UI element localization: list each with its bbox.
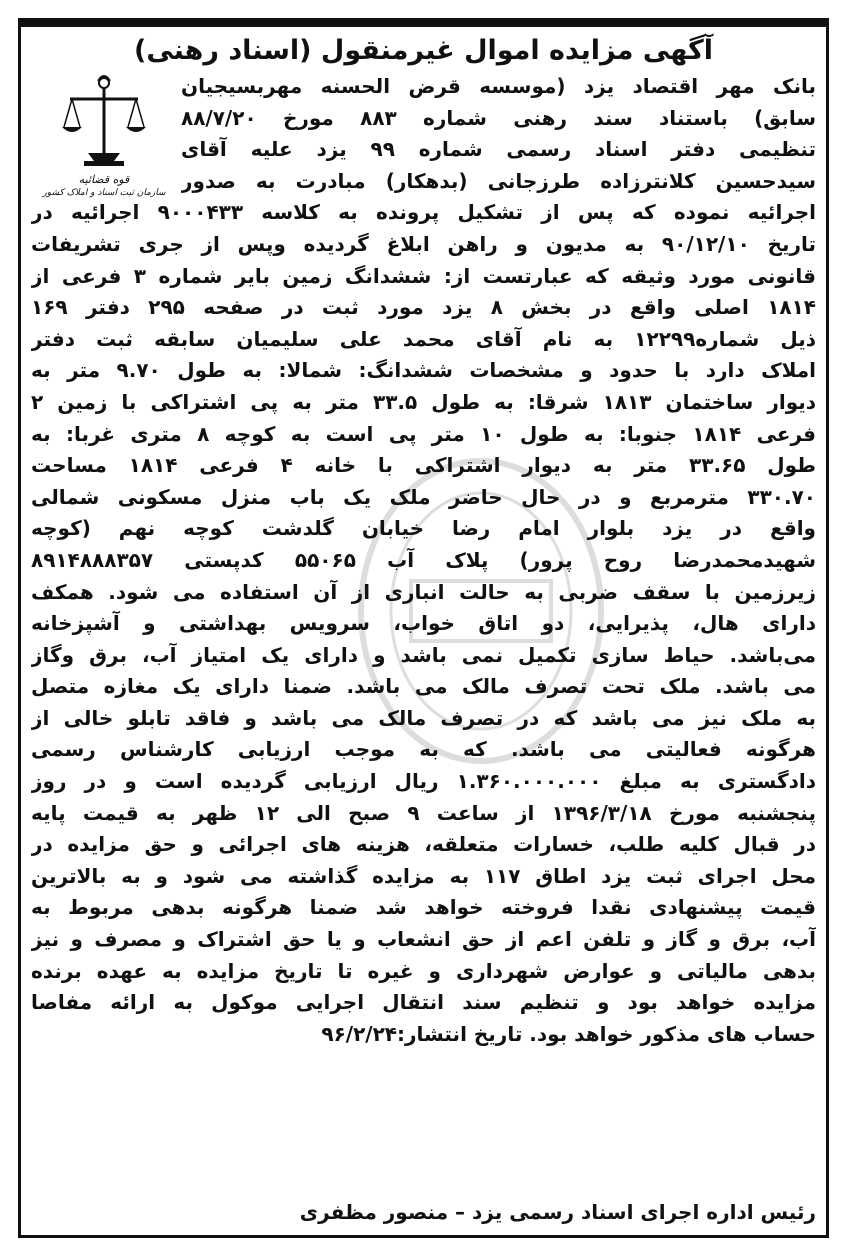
body-line: تنظیمی دفتر اسناد رسمی شماره ۹۹ یزد علیه آقای bbox=[181, 137, 816, 162]
signature-line: رئیس اداره اجرای اسناد رسمی یزد – منصور مظفری bbox=[299, 1200, 816, 1224]
notice-frame bbox=[18, 18, 829, 1238]
body-line: قیمت پیشنهادی نقدا فروخته خواهد شد ضمنا هرگونه بدهی مربوط به bbox=[31, 895, 816, 920]
body-line: به ملک نیز می باشد که در تصرف مالک می باشد و فاقد تابلو خالی از bbox=[31, 705, 816, 730]
body-line: محل اجرای ثبت یزد اطاق ۱۱۷ به مزایده گذاشته می شود و به بالاترین bbox=[31, 863, 816, 888]
body-line: بانک مهر اقتصاد یزد (موسسه قرض الحسنه مهربسیجیان bbox=[181, 74, 816, 98]
body-line: واقع در یزد بلوار امام رضا خیابان گلدشت کوچه نهم (کوچه bbox=[31, 516, 816, 541]
body-line: آب، برق و گاز و تلفن اعم از حق انشعاب و یا حق اشتراک و مصرف و نیز bbox=[31, 927, 816, 952]
body-line: مزایده خواهد بود و تنظیم سند انتقال اجرایی موکول به ارائه مفاصا bbox=[31, 990, 816, 1015]
notice-title: آگهی مزایده اموال غیرمنقول (اسناد رهنی) bbox=[133, 35, 713, 66]
body-line: در قبال کلیه طلب، خسارات متعلقه، هزینه های اجرائی و حق مزایده در bbox=[31, 832, 816, 857]
body-line: قانونی مورد وثیقه که عبارتست از: ششدانگ زمین بایر شماره ۳ فرعی از bbox=[31, 263, 816, 288]
body-line: سابق) باستناد سند رهنی شماره ۸۸۳ مورخ ۸۸/۷/۲۰ bbox=[181, 105, 816, 130]
body-line-publish-date: حساب های مذکور خواهد بود. تاریخ انتشار:۹۶/۲/۲۴ bbox=[321, 1021, 816, 1046]
body-line: ۱۸۱۴ اصلی واقع در بخش ۸ یزد مورد ثبت در صفحه ۲۹۵ دفتر ۱۶۹ bbox=[31, 295, 816, 320]
body-line: دیوار ساختمان ۱۸۱۳ شرقا: به طول ۳۳.۵ متر به پی اشتراکی با زمین ۲ bbox=[31, 389, 816, 414]
body-line: شهیدمحمدرضا روح پرور) پلاک آب ۵۵۰۶۵ کدپستی ۸۹۱۴۸۸۸۳۵۷ bbox=[31, 547, 816, 572]
emblem-org-subtitle: سازمان ثبت اسناد و املاک کشور bbox=[42, 188, 166, 198]
body-line: تاریخ ۹۰/۱۲/۱۰ به مدیون و راهن ابلاغ گردیده وپس از جری تشریفات bbox=[31, 231, 816, 256]
body-line: پنجشنبه مورخ ۱۳۹۶/۳/۱۸ از ساعت ۹ صبح الی ۱۲ ظهر به قیمت پایه bbox=[31, 800, 816, 825]
body-line: دارای هال، پذیرایی، دو اتاق خواب، سرویس بهداشتی و آشپزخانه bbox=[31, 611, 816, 636]
body-line: سیدحسین کلانترزاده طرزجانی (بدهکار) مبادرت به صدور bbox=[181, 168, 816, 193]
body-line: ذیل شماره۱۲۲۹۹ به نام آقای محمد علی سلیمیان سابقه ثبت دفتر bbox=[31, 326, 816, 351]
body-line: فرعی ۱۸۱۴ جنوبا: به طول ۱۰ متر پی است به کوچه ۸ متری غربا: به bbox=[31, 421, 816, 446]
body-line: اجرائیه نموده که پس از تشکیل پرونده به کلاسه ۹۰۰۰۴۳۳ اجرائیه در bbox=[31, 200, 816, 225]
body-line: املاک دارد با حدود و مشخصات ششدانگ: شمالا: به طول ۹.۷۰ متر به bbox=[31, 358, 816, 383]
body-line: بدهی مالیاتی و عوارض شهرداری و غیره تا تاریخ مزایده به عهده برنده bbox=[31, 958, 816, 983]
body-line: زیرزمین با سقف ضربی به حالت انباری از آن استفاده می شود. همکف bbox=[31, 579, 816, 604]
body-line: طول ۳۳.۶۵ متر به دیوار اشتراکی با خانه ۴ فرعی ۱۸۱۴ مساحت bbox=[31, 453, 816, 478]
emblem-org-name: قوه قضائیه bbox=[78, 173, 130, 186]
top-border-rule bbox=[21, 21, 826, 27]
body-line: دادگستری به مبلغ ۱.۳۶۰.۰۰۰.۰۰۰ ریال ارزیابی گردیده است و در روز bbox=[31, 769, 816, 794]
body-line: هرگونه فعالیتی می باشد. که به موجب ارزیابی کارشناس رسمی bbox=[31, 737, 816, 762]
body-line: می‌باشد. حیاط سازی تکمیل نمی باشد و دارای یک امتیاز آب، برق وگاز bbox=[31, 642, 816, 667]
body-line: می باشد. ملک تحت تصرف مالک می باشد. ضمنا دارای یک مغازه متصل bbox=[31, 674, 816, 699]
body-line: ۳۳۰.۷۰ مترمربع و در حال حاضر ملک یک باب منزل مسکونی شمالی bbox=[31, 484, 816, 509]
notice-body bbox=[31, 71, 816, 1050]
